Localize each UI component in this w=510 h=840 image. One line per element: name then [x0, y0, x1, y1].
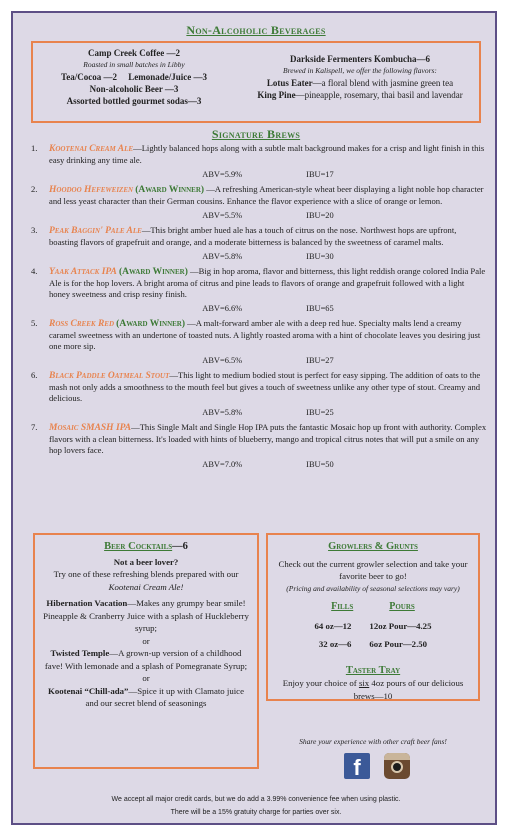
brew-ibu: IBU=65	[306, 304, 334, 313]
brew-name: Hoodoo Hefeweizen	[49, 185, 134, 195]
brew-item	[31, 422, 487, 470]
brew-item	[31, 318, 487, 366]
brew-name: Kootenai Cream Ale	[49, 144, 134, 154]
brew-desc: —Lightly balanced hops along with a subtle malt background makes for a crisp and light finish in this easy drinking any time ale.	[49, 143, 485, 165]
brew-abv: ABV=5.5%	[202, 211, 243, 220]
taster-tray-text-b: 4oz pours of our delicious brews—10	[353, 678, 464, 701]
share-text: Share your experience with other craft beer fans!	[299, 737, 447, 746]
cocktail-3-desc: —Spice it up with Clamato juice and our secret blend of seasonings	[85, 685, 244, 708]
instagram-icon-lens	[391, 761, 403, 773]
taster-tray-text	[274, 677, 472, 702]
taster-tray-text-a: Enjoy your choice of	[282, 678, 359, 688]
brew-desc: —This bright amber hued ale has a touch of citrus on the nose. Northwest hops are upfront, boasting flavors of grapefruit and orange, and a moderate bitterness is balanced by the sweetness of caramel malts.	[49, 225, 457, 247]
flavor-2-name: King Pine	[257, 90, 296, 100]
taster-tray-six: six	[358, 678, 370, 688]
sodas-item: Assorted bottled gourmet sodas—3	[66, 96, 202, 106]
brew-name: Black Paddle Oatmeal Stout	[49, 371, 170, 381]
instagram-icon[interactable]	[384, 753, 410, 779]
cocktail-3-name: Kootenai “Chill-ada”	[48, 685, 129, 696]
brew-stats	[49, 459, 487, 470]
cocktails-price: —6	[172, 541, 188, 552]
brew-item	[31, 184, 487, 221]
menu-page	[11, 11, 497, 825]
facebook-icon[interactable]: f	[344, 753, 370, 779]
brew-item	[31, 225, 487, 262]
brew-ibu: IBU=25	[306, 408, 334, 417]
beer-cocktails-box	[33, 533, 259, 769]
coffee-note: Roasted in small batches in Libby	[83, 60, 185, 69]
fills-label: Fills	[331, 601, 354, 612]
brew-ibu: IBU=30	[306, 252, 334, 261]
brew-name: Peak Baggin' Pale Ale	[49, 226, 142, 236]
cocktail-2	[43, 647, 249, 672]
cocktail-1-name: Hibernation Vacation	[46, 598, 128, 608]
brew-description	[49, 225, 487, 248]
cocktail-3	[43, 685, 249, 710]
brew-ibu: IBU=20	[306, 211, 334, 220]
flavor-1-desc: —a floral blend with jasmine green tea	[312, 78, 454, 88]
brew-desc: —Big in hop aroma, flavor and bitterness, this light reddish orange colored India Pale Ale is for the hop lovers. A bright aroma of citrus and pine leads to flavors of orange and grapefruit followed with a light honey sweetness and crisp resiny finish.	[49, 266, 486, 299]
kombucha-item: Darkside Fermenters Kombucha—6	[290, 54, 430, 64]
cocktail-1	[43, 597, 249, 635]
brew-number: 2.	[31, 184, 38, 194]
cocktail-2-name: Twisted Temple	[50, 648, 110, 658]
brew-stats	[49, 210, 487, 221]
cocktails-question: Not a beer lover?	[113, 556, 179, 567]
tea-cocoa-item: Tea/Cocoa —2	[61, 72, 117, 82]
brew-list	[31, 143, 487, 474]
fill-32oz: 32 oz—6	[318, 639, 352, 649]
footer-gratuity: There will be a 15% gratuity charge for parties over six.	[170, 809, 342, 816]
non-alcoholic-left	[39, 47, 229, 107]
brew-desc: —A refreshing American-style wheat beer displaying a light noble hop character and less yeast character than their German cousins. Enhance the flavor experience with a slice of orange or lemon.	[49, 184, 484, 206]
brew-number: 7.	[31, 422, 38, 432]
brew-number: 3.	[31, 225, 38, 235]
brew-stats	[49, 303, 487, 314]
award-winner-badge: (Award Winner)	[135, 185, 205, 195]
brew-description	[49, 422, 487, 456]
cocktail-1-desc: —Makes any grumpy bear smile! Pineapple & Cranberry Juice with a splash of Huckleberry syrup;	[43, 598, 249, 633]
tea-lemonade-row	[39, 71, 229, 83]
lemonade-item: Lemonade/Juice —3	[128, 72, 207, 82]
signature-brews-title: Signature Brews	[211, 127, 301, 141]
brew-stats	[49, 355, 487, 366]
cocktail-or-1: or	[142, 635, 150, 646]
growlers-box	[266, 533, 480, 701]
na-beer-item: Non-alcoholic Beer —3	[89, 84, 179, 94]
non-alcoholic-right	[243, 53, 477, 101]
brew-abv: ABV=6.5%	[202, 356, 243, 365]
social-icons	[344, 753, 410, 779]
growlers-text: Check out the current growler selection and take your favorite beer to go!	[278, 558, 468, 581]
brew-stats	[49, 251, 487, 262]
brew-description	[49, 184, 487, 207]
award-winner-badge: (Award Winner)	[119, 267, 188, 277]
brew-description	[49, 318, 487, 352]
non-alcoholic-box	[31, 41, 481, 123]
brew-description	[49, 143, 487, 166]
brew-ibu: IBU=17	[306, 170, 334, 179]
brew-name: Mosaic SMASH IPA	[49, 423, 132, 433]
brew-name: Yaak Attack IPA	[49, 267, 117, 277]
cocktails-title: Beer Cocktails	[104, 541, 173, 552]
brew-abv: ABV=7.0%	[202, 460, 243, 469]
fill-64oz: 64 oz—12	[314, 620, 352, 631]
footer-card-fee: We accept all major credit cards, but we do add a 3.99% convenience fee when using plastic.	[111, 796, 401, 803]
brew-number: 5.	[31, 318, 38, 328]
brew-abv: ABV=6.6%	[202, 304, 243, 313]
cocktail-or-2: or	[142, 673, 150, 683]
cocktails-intro-beer: Kootenai Cream Ale!	[108, 581, 184, 592]
brew-stats	[49, 407, 487, 418]
brew-abv: ABV=5.9%	[202, 170, 243, 179]
brew-item	[31, 370, 487, 418]
brew-ibu: IBU=27	[306, 356, 334, 365]
cocktail-2-desc: —A grown-up version of a childhood fave! With lemonade and a splash of Pomegranate Syrup;	[44, 648, 248, 671]
cocktails-intro	[43, 568, 249, 593]
kombucha-flavor-1	[243, 77, 477, 89]
instagram-icon-strip	[384, 753, 410, 760]
footer	[13, 793, 497, 819]
brew-abv: ABV=5.8%	[202, 408, 243, 417]
brew-name: Ross Creek Red	[49, 319, 115, 329]
brew-desc: —This light to medium bodied stout is perfect for easy sipping. The addition of oats to the mash not only adds a smoothness to the mouth feel but gives a touch of sweetness unlike any other type of stout. Creamy and delicious.	[49, 370, 481, 403]
kombucha-flavor-2	[243, 89, 477, 101]
taster-tray-title: Taster Tray	[345, 664, 401, 676]
pour-12oz: 12oz Pour—4.25	[369, 620, 432, 631]
brew-desc: —This Single Malt and Single Hop IPA puts the fantastic Mosaic hop up front with authority. Complex flavors with a clean bitterness. It's loaded with hints of blueberry, mango and tropical citrus notes that will put a smile on any hop lovers face.	[49, 422, 487, 455]
fills-pours-header	[274, 601, 472, 614]
pour-6oz: 6oz Pour—2.50	[369, 639, 428, 649]
non-alcoholic-title: Non-Alcoholic Beverages	[186, 23, 326, 37]
growlers-title: Growlers & Grunts	[328, 541, 418, 552]
award-winner-badge: (Award Winner)	[116, 319, 186, 329]
growlers-note: (Pricing and availability of seasonal selections may vary)	[286, 583, 460, 593]
cocktails-heading	[43, 541, 249, 554]
pours-label: Pours	[389, 601, 415, 612]
brew-stats	[49, 169, 487, 180]
brew-number: 4.	[31, 266, 38, 276]
kombucha-note: Brewed in Kalispell, we offer the following flavors:	[283, 66, 437, 75]
brew-description	[49, 370, 487, 404]
brew-abv: ABV=5.8%	[202, 252, 243, 261]
brew-description	[49, 266, 487, 300]
flavor-2-desc: —pineapple, rosemary, thai basil and lavendar	[295, 90, 463, 100]
brew-item	[31, 266, 487, 314]
price-row-1	[274, 620, 472, 633]
brew-number: 6.	[31, 370, 38, 380]
brew-number: 1.	[31, 143, 38, 153]
brew-desc: —A malt-forward amber ale with a deep red hue. Specialty malts lend a creamy caramel sweetness with an undertone of toasted nuts. A lightly roasted aroma with a hint of chocolate leaves you desiring just one more sip.	[49, 318, 481, 351]
coffee-item: Camp Creek Coffee —2	[87, 48, 181, 58]
cocktails-intro-text: Try one of these refreshing blends prepared with our	[53, 569, 239, 579]
brew-ibu: IBU=50	[306, 460, 334, 469]
price-row-2	[274, 638, 472, 651]
flavor-1-name: Lotus Eater	[266, 78, 313, 88]
brew-item	[31, 143, 487, 180]
